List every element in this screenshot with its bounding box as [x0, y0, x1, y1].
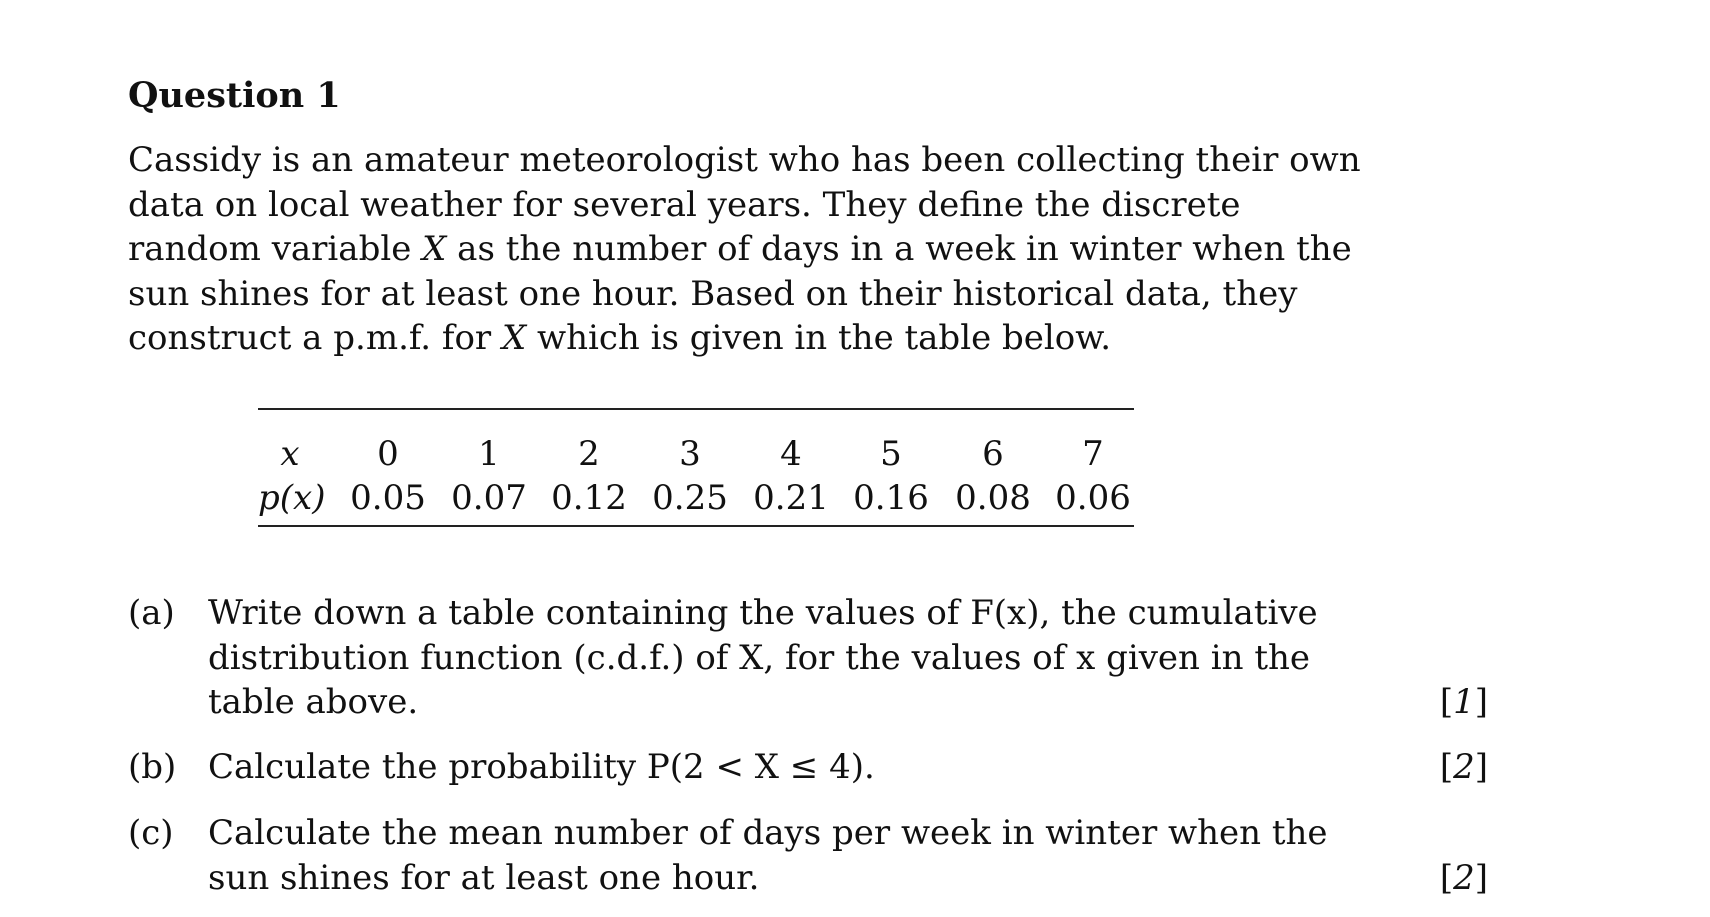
part-line: table above.: [208, 682, 419, 722]
p-value-cell: 0.07: [451, 478, 527, 518]
p-values-row: [258, 476, 1134, 520]
marks-value: 2: [1453, 747, 1475, 787]
part-text: [208, 745, 1308, 790]
pmf-table: [258, 408, 1134, 528]
p-value-cell: 0.08: [955, 478, 1031, 518]
p-value-cell: 0.25: [652, 478, 728, 518]
part-line: distribution function (c.d.f.) of X, for the values of x given in the: [208, 637, 1311, 678]
x-value-cell: 3: [679, 434, 701, 474]
part-line: Calculate the probability P(2 < X ≤ 4).: [208, 747, 875, 787]
intro-text: sun shines for at least one hour. Based on their historical data, they: [128, 273, 1298, 314]
p-header: p(x): [258, 478, 326, 518]
marks-badge: [1]: [1439, 682, 1488, 722]
x-value-cell: 6: [982, 434, 1004, 474]
intro-line: [128, 183, 1288, 228]
marks-value: 2: [1453, 857, 1475, 898]
part-line: sun shines for at least one hour.: [208, 857, 760, 898]
part-label: (c): [128, 813, 174, 853]
intro-text: construct a p.m.f. for: [128, 318, 502, 358]
question-intro: [128, 138, 1361, 361]
x-value-cell: 7: [1082, 434, 1104, 474]
p-value-cell: 0.05: [350, 478, 426, 518]
p-value-cell: 0.12: [551, 478, 627, 518]
intro-text: Cassidy is an amateur meteorologist who has been collecting their own: [128, 140, 1361, 180]
x-value-cell: 4: [780, 434, 802, 474]
part-text: [208, 811, 1328, 900]
x-value-cell: 2: [578, 434, 600, 474]
part-label: (a): [128, 593, 175, 633]
x-header: x: [280, 434, 300, 474]
p-value-cell: 0.16: [853, 478, 929, 518]
table-top-rule: [258, 408, 1134, 410]
intro-text: as the number of days in a week in winter when the: [446, 229, 1352, 269]
part-label: (b): [128, 747, 177, 787]
marks-badge: [2]: [1439, 857, 1488, 898]
p-value-cell: 0.06: [1055, 478, 1131, 518]
part-line: Write down a table containing the values of F(x), the cumulative: [208, 593, 1318, 633]
intro-text: data on local weather for several years. They define the discrete: [128, 184, 1241, 225]
p-value-cell: 0.21: [753, 478, 829, 518]
intro-text: which is given in the table below.: [526, 318, 1112, 358]
intro-line: [128, 316, 1288, 361]
marks-value: 1: [1453, 682, 1475, 722]
x-value-cell: 0: [377, 434, 399, 474]
variable-x: X: [422, 229, 447, 269]
table-bottom-rule: [258, 525, 1134, 527]
x-values-row: [258, 432, 1134, 476]
x-value-cell: 5: [880, 434, 902, 474]
intro-line: [128, 227, 1352, 272]
question-title: Question 1: [128, 75, 341, 116]
x-value-cell: 1: [478, 434, 500, 474]
intro-text: random variable: [128, 229, 423, 269]
intro-line: [128, 272, 1298, 317]
intro-line: [128, 138, 1361, 183]
marks-badge: [2]: [1439, 747, 1488, 787]
variable-x: X: [501, 318, 527, 358]
part-line: Calculate the mean number of days per week in winter when the: [208, 813, 1328, 853]
part-text: [208, 591, 1318, 725]
